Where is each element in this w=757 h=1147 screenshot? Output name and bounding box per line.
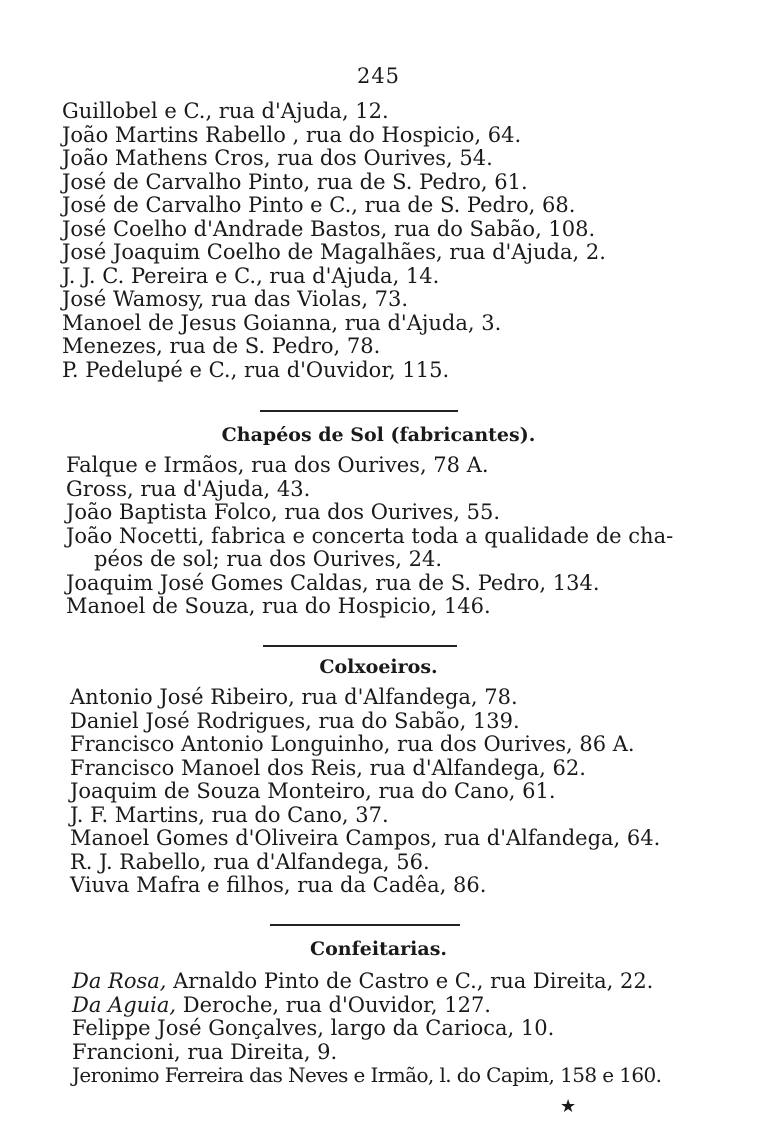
list-item: Menezes, rua de S. Pedro, 78. [62, 334, 381, 358]
list-item: João Martins Rabello , rua do Hospicio, 64. [62, 122, 522, 147]
list-item: Guillobel e C., rua d'Ajuda, 12. [62, 99, 389, 123]
list-item: José de Carvalho Pinto e C., rua de S. Pedro, 68. [62, 193, 576, 217]
list-item-text: Felippe José Gonçalves, largo da Carioca, 10. [72, 1016, 555, 1040]
section-divider [270, 924, 460, 926]
list-item-text: Arnaldo Pinto de Castro e C., rua Direita, 22. [166, 969, 654, 993]
list-item: J. F. Martins, rua do Cano, 37. [70, 802, 389, 827]
list-item-continuation: péos de sol; rua dos Ourives, 24. [94, 547, 443, 571]
list-item [72, 970, 752, 994]
list-item-italic: Da Aguia, [72, 992, 177, 1017]
section-heading-confeitarias: Confeitarias. [309, 938, 448, 960]
list-item: R. J. Rabello, rua d'Alfandega, 56. [70, 849, 430, 874]
section-4-list [72, 970, 752, 1088]
page-number: 245 [356, 64, 401, 88]
list-item: José de Carvalho Pinto, rua de S. Pedro, 61. [62, 169, 528, 194]
list-item: Manoel de Jesus Goianna, rua d'Ajuda, 3. [62, 310, 502, 335]
list-item: Daniel José Rodrigues, rua do Sabão, 139. [70, 708, 520, 733]
section-1-list [62, 100, 742, 382]
list-item: Francisco Antonio Longuinho, rua dos Ourives, 86 A. [70, 732, 635, 756]
section-divider [260, 410, 458, 412]
list-item: João Baptista Folco, rua dos Ourives, 55. [66, 500, 501, 524]
list-item-text: Jeronimo Ferreira das Neves e Irmão, l. do Capim, 158 e 160. [72, 1063, 662, 1087]
list-item: Viuva Mafra e filhos, rua da Cadêa, 86. [70, 873, 487, 897]
list-item: Falque e Irmãos, rua dos Ourives, 78 A. [66, 453, 489, 477]
list-item: J. J. C. Pereira e C., rua d'Ajuda, 14. [62, 263, 440, 288]
list-item [72, 1041, 752, 1065]
list-item: Manoel de Souza, rua do Hospicio, 146. [66, 594, 491, 618]
list-item: Gross, rua d'Ajuda, 43. [66, 476, 311, 501]
section-heading-colxoeiros: Colxoeiros. [319, 656, 438, 678]
list-item-italic: Da Rosa, [72, 969, 167, 993]
list-item [72, 994, 752, 1018]
list-item: Joaquim José Gomes Caldas, rua de S. Pedro, 134. [66, 570, 600, 595]
list-item [72, 1017, 752, 1041]
list-item-text: Francioni, rua Direita, 9. [72, 1039, 338, 1064]
list-item: José Wamosy, rua das Violas, 73. [62, 287, 409, 311]
section-2-list [66, 454, 746, 619]
list-item: José Joaquim Coelho de Magalhães, rua d'Ajuda, 2. [62, 240, 606, 264]
list-item: Joaquim de Souza Monteiro, rua do Cano, 61. [70, 779, 556, 803]
star-mark-icon: ★ [560, 1096, 577, 1117]
list-item: João Nocetti, fabrica e concerta toda a qualidade de cha- [66, 523, 674, 548]
list-item: João Mathens Cros, rua dos Ourives, 54. [62, 146, 493, 170]
section-3-list [70, 686, 750, 898]
list-item: José Coelho d'Andrade Bastos, rua do Sabão, 108. [62, 216, 596, 241]
section-heading-chapeos: Chapéos de Sol (fabricantes). [221, 424, 536, 446]
list-item: P. Pedelupé e C., rua d'Ouvidor, 115. [62, 357, 450, 382]
list-item-text: Deroche, rua d'Ouvidor, 127. [176, 992, 491, 1017]
list-item: Francisco Manoel dos Reis, rua d'Alfandega, 62. [70, 755, 586, 780]
section-divider [263, 645, 457, 647]
list-item [72, 1064, 752, 1088]
list-item: Antonio José Ribeiro, rua d'Alfandega, 78. [70, 685, 518, 709]
list-item: Manoel Gomes d'Oliveira Campos, rua d'Alfandega, 64. [70, 826, 661, 850]
